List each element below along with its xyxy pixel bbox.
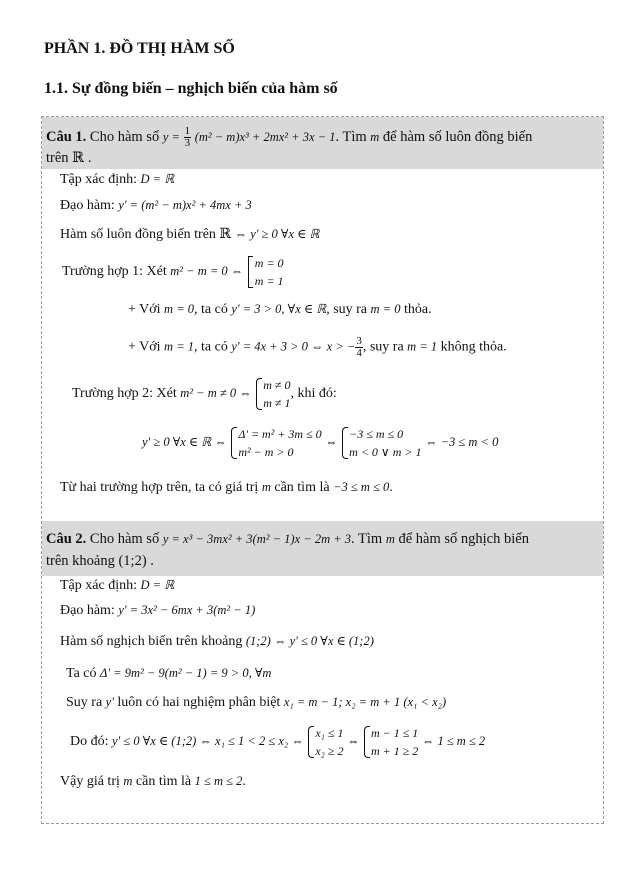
fraction-denominator: 4: [356, 347, 362, 359]
system-row: m² − m > 0: [238, 445, 294, 459]
solution-box: [41, 116, 604, 824]
conclusion-end: .: [389, 480, 393, 495]
q2-derivative: [60, 603, 255, 619]
sub-case-result: không thỏa.: [440, 339, 507, 355]
question-1-m: m: [370, 129, 380, 144]
sub-case-value: m = 1: [164, 339, 195, 354]
sub-case-math: y' = 3 > 0, ∀x ∈ ℝ: [231, 302, 327, 316]
q1-case-2-label: Trường hợp 2: Xét: [72, 386, 177, 402]
question-1-fraction: [184, 126, 192, 149]
question-1-function: (m² − m)x³ + 2mx² + 3x − 1: [194, 129, 336, 144]
q1-domain-value: D = ℝ: [140, 172, 175, 186]
q1-conclusion: [60, 480, 393, 496]
conclusion-text: Vậy giá trị: [60, 774, 120, 789]
q2-derivative-value: y' = 3x² − 6mx + 3(m² − 1): [118, 603, 256, 617]
q1-condition-text: Hàm số luôn đồng biến trên ℝ: [60, 227, 232, 242]
question-2-ask-2: để hàm số nghịch biến: [398, 531, 529, 547]
q2-delta-value: Δ' = 9m² − 9(m² − 1) = 9 > 0, ∀m: [100, 666, 272, 680]
system-row: Δ' = m² + 3m ≤ 0: [238, 427, 322, 441]
q1-domain: [60, 171, 174, 188]
q2-derivative-label: Đạo hàm:: [60, 603, 115, 618]
conclusion-m: m: [261, 480, 271, 494]
conclusion-text: Từ hai trường hợp trên, ta có giá trị: [60, 480, 259, 495]
question-2-ask: . Tìm: [351, 531, 383, 547]
q2-condition: [60, 633, 374, 650]
equivalence-system-1: [230, 425, 321, 461]
fraction-denominator: 3: [184, 137, 191, 149]
system-row: m < 0 ∨ m > 1: [349, 445, 422, 459]
q2-therefore-label: Do đó:: [70, 734, 109, 750]
q1-case-2-tail: , khi đó:: [290, 386, 337, 402]
system-row: m + 1 ≥ 2: [370, 744, 419, 758]
q2-domain: [60, 577, 174, 594]
sub-case-value: m = 0: [370, 302, 401, 316]
q1-case-2-expr: m² − m ≠ 0 ⇔: [180, 386, 252, 401]
question-1-label: Câu 1.: [46, 128, 87, 145]
sub-case-value: m = 1: [407, 339, 438, 354]
sub-case-text: , ta có: [194, 339, 228, 355]
question-1-line-1: [46, 126, 532, 149]
q2-roots-text: Suy ra: [66, 695, 103, 710]
q1-equivalence: [142, 425, 498, 461]
q1-sub-case-1: [128, 301, 432, 318]
q2-therefore: [70, 724, 485, 760]
q1-case-1-bracket: [247, 254, 284, 290]
q1-derivative-label: Đạo hàm:: [60, 198, 115, 213]
q2-domain-label: Tập xác định:: [60, 578, 137, 593]
sub-case-result: thỏa.: [403, 302, 432, 317]
q2-roots: [66, 695, 446, 711]
conclusion-value: −3 ≤ m ≤ 0: [333, 480, 390, 494]
question-1-ask: . Tìm: [335, 128, 367, 145]
equivalence-arrow: ⇔: [325, 435, 338, 450]
q2-therefore-system-1: [307, 724, 343, 760]
part-heading: PHẦN 1. ĐỒ THỊ HÀM SỐ: [44, 40, 235, 57]
system-row: −3 ≤ m ≤ 0: [349, 427, 404, 441]
q1-derivative: [60, 198, 252, 214]
q2-therefore-lhs: y' ≤ 0 ∀x ∈ (1;2) ⇔ x₁ ≤ 1 < 2 ≤ x₂ ⇔: [112, 734, 304, 749]
conclusion-text-2: cần tìm là: [135, 774, 192, 789]
q1-sub-case-2: [128, 336, 507, 359]
bracket-row: m = 0: [254, 256, 284, 270]
system-row: m ≠ 1: [263, 396, 291, 410]
q1-case-2-system: [255, 376, 290, 412]
question-2-function: y = x³ − 3mx² + 3(m² − 1)x − 2m + 3: [162, 532, 352, 546]
question-1-intro: Cho hàm số: [89, 128, 160, 145]
q1-case-1-expr: m² − m = 0 ⇔: [170, 264, 244, 279]
equivalence-system-2: [341, 425, 421, 461]
question-1-func-lhs: y =: [162, 129, 180, 144]
question-1-ask-2: để hàm số luôn đồng biến: [382, 128, 533, 145]
q2-delta: [66, 665, 271, 682]
q2-delta-text: Ta có: [66, 666, 97, 681]
equivalence-lhs: y' ≥ 0 ∀x ∈ ℝ ⇔: [142, 435, 227, 450]
sub-case-text: , suy ra: [362, 339, 404, 355]
q2-therefore-arrow: ⇔: [346, 734, 360, 749]
q1-domain-label: Tập xác định:: [60, 172, 137, 187]
question-2-line-2: trên khoảng (1;2) .: [46, 553, 154, 569]
system-row: m − 1 ≤ 1: [370, 726, 419, 740]
q2-roots-y: y': [105, 695, 114, 709]
q2-therefore-system-2: [363, 724, 418, 760]
q2-roots-text-2: luôn có hai nghiệm phân biệt: [117, 695, 281, 710]
bracket-row: m = 1: [254, 274, 284, 288]
q1-derivative-value: y' = (m² − m)x² + 4mx + 3: [118, 198, 252, 212]
sub-case-prefix: + Với: [128, 339, 161, 355]
q2-domain-value: D = ℝ: [140, 578, 175, 592]
q2-therefore-rhs: ⇔ 1 ≤ m ≤ 2: [421, 734, 486, 749]
sub-case-math: y' = 4x + 3 > 0 ⇔ x > −: [231, 339, 356, 354]
system-row: m ≠ 0: [263, 378, 291, 392]
q1-case-1: [62, 254, 284, 290]
sub-case-prefix: + Với: [128, 302, 161, 317]
system-row: x₂ ≥ 2: [315, 744, 344, 758]
sub-case-value: m = 0: [164, 302, 195, 316]
question-2-m: m: [385, 532, 395, 546]
q2-condition-math: (1;2) ⇔ y' ≤ 0 ∀x ∈ (1;2): [245, 634, 374, 648]
sub-case-text: , ta có: [194, 302, 228, 317]
question-2-line-1: [46, 531, 529, 548]
q1-case-2: [72, 376, 337, 412]
question-1-line-2: trên ℝ .: [46, 150, 92, 166]
fraction-numerator: 1: [184, 125, 191, 137]
equivalence-rhs: ⇔ −3 ≤ m < 0: [424, 435, 499, 450]
q2-condition-text: Hàm số nghịch biến trên khoảng: [60, 634, 243, 649]
question-2-intro: Cho hàm số: [89, 531, 160, 547]
section-heading: 1.1. Sự đồng biến – nghịch biến của hàm số: [44, 80, 338, 97]
sub-case-fraction: [355, 336, 363, 359]
sub-case-text: , suy ra: [326, 302, 368, 317]
conclusion-end: .: [242, 774, 246, 789]
q1-condition: [60, 226, 319, 243]
fraction-numerator: 3: [356, 335, 362, 347]
q2-roots-value: x₁ = m − 1; x₂ = m + 1 (x₁ < x₂): [283, 695, 447, 709]
conclusion-m: m: [123, 774, 133, 788]
conclusion-value: 1 ≤ m ≤ 2: [194, 774, 243, 788]
q1-condition-math: ⇔ y' ≥ 0 ∀x ∈ ℝ: [234, 227, 320, 241]
q1-case-1-label: Trường hợp 1: Xét: [62, 264, 167, 280]
question-2-label: Câu 2.: [46, 531, 87, 547]
conclusion-text-2: cần tìm là: [274, 480, 330, 495]
system-row: x₁ ≤ 1: [315, 726, 344, 740]
q2-conclusion: [60, 774, 246, 790]
